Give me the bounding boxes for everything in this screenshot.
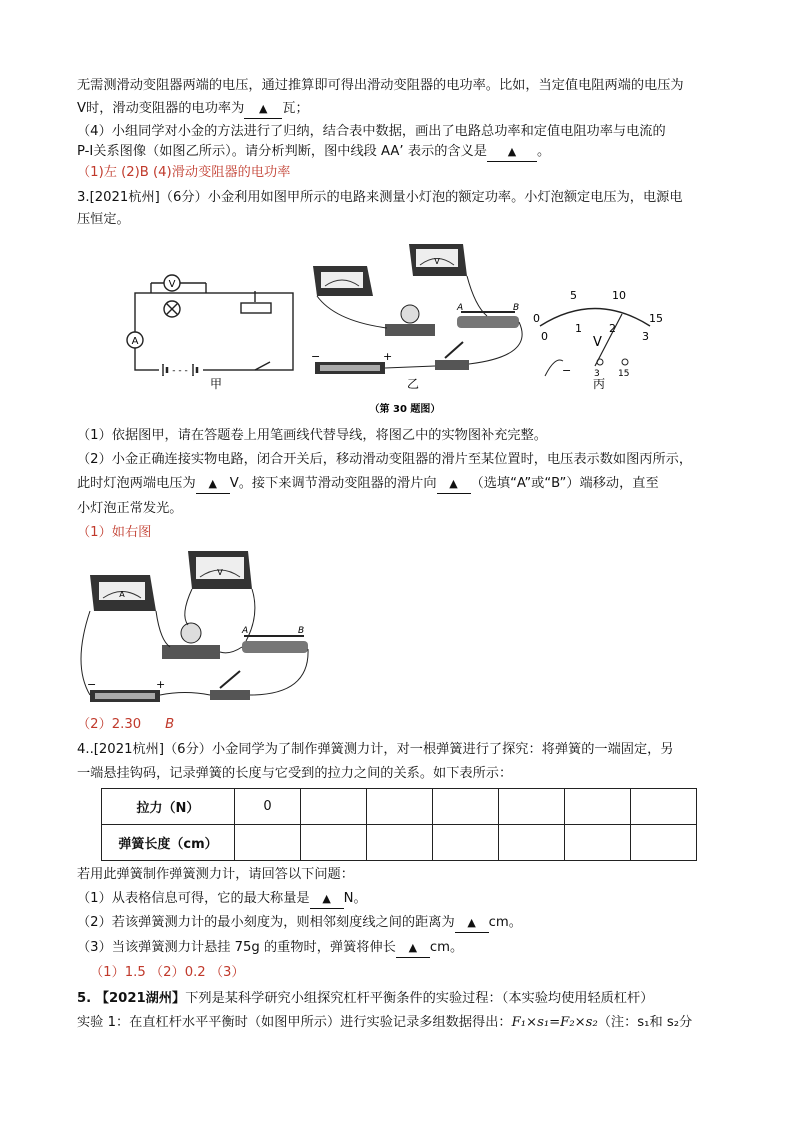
question-3-stem: 压恒定。 <box>77 212 130 227</box>
figure-label-jia: 甲 <box>210 377 223 391</box>
answer-blank: ▲ <box>455 914 489 933</box>
text-line: 无需测滑动变阻器两端的电压，通过推算即可得出滑动变阻器的电功率。比如，当定值电阻两端的电压为 <box>77 78 684 93</box>
svg-text:−: − <box>562 364 572 377</box>
voltmeter-symbol-label: V <box>168 279 176 290</box>
voltmeter-label: V <box>434 257 440 266</box>
svg-text:15: 15 <box>618 369 630 379</box>
question-4-stem: 一端悬挂钩码，记录弹簧的长度与它受到的拉力之间的关系。如下表所示： <box>77 766 513 781</box>
table-row <box>102 789 697 825</box>
svg-text:10: 10 <box>612 289 626 302</box>
svg-text:V: V <box>217 568 223 577</box>
answer-blank: ▲ <box>196 475 230 494</box>
svg-text:- - -: - - - <box>172 366 188 376</box>
figure-caption: （第 30 题图） <box>369 404 441 415</box>
circuit-diagram-jia <box>127 275 293 376</box>
figure-label-yi: 乙 <box>407 377 420 391</box>
question-5-stem: 5. 【2021湖州】下列是某科学研究小组探究杠杆平衡条件的实验过程：（本实验均使用轻质杠杆） <box>77 991 654 1006</box>
answer-blank: ▲ <box>396 939 430 958</box>
answer-blank: ▲ <box>244 100 282 119</box>
table-cell: 0 <box>235 789 301 825</box>
svg-text:0: 0 <box>533 312 540 325</box>
question-4-part-3: （3）当该弹簧测力计悬挂 75g 的重物时，弹簧将伸长 ▲ cm。 <box>77 939 463 958</box>
rheostat-end-b: B <box>513 303 520 313</box>
table-header-cell: 弹簧长度（cm） <box>102 825 235 861</box>
question-3-part-2: 小灯泡正常发光。 <box>77 501 183 516</box>
svg-text:0: 0 <box>541 330 548 343</box>
table-row <box>102 825 697 861</box>
svg-text:3: 3 <box>642 330 649 343</box>
answer-blank: ▲ <box>437 475 471 494</box>
question-3-part-2: 此时灯泡两端电压为 ▲ V。接下来调节滑动变阻器的滑片向 ▲ （选填“A”或“B”）端移动，直至 <box>77 475 659 494</box>
table-header-cell: 拉力（N） <box>102 789 235 825</box>
svg-text:1: 1 <box>575 322 582 335</box>
svg-text:3: 3 <box>594 369 600 379</box>
table-cell <box>235 825 301 861</box>
voltmeter-dial-bing <box>533 289 663 391</box>
svg-text:15: 15 <box>649 312 663 325</box>
svg-text:+: + <box>383 350 393 363</box>
answer-text: （1)左 (2)B (4)滑动变阻器的电功率 <box>77 165 291 180</box>
table-cell <box>565 825 631 861</box>
answer-blank: ▲ <box>310 890 344 909</box>
text-line: P-I关系图像（如图乙所示）。请分析判断，图中线段 AA’ 表示的含义是 ▲ 。 <box>77 143 550 162</box>
table-cell <box>565 789 631 825</box>
svg-text:−: − <box>87 678 97 691</box>
table-cell <box>433 789 499 825</box>
question-4-part-1: （1）从表格信息可得，它的最大称量是 ▲ N。 <box>77 890 367 909</box>
rheostat-end-a: A <box>457 303 464 313</box>
svg-text:2: 2 <box>609 322 616 335</box>
table-cell <box>301 789 367 825</box>
question-4-part-2: （2）若该弹簧测力计的最小刻度为，则相邻刻度线之间的距离为 ▲ cm。 <box>77 914 522 933</box>
question-3-part-2: （2）小金正确连接实物电路，闭合开关后，移动滑动变阻器的滑片至某位置时，电压表示数如图丙所示， <box>77 452 693 467</box>
question-3-figure <box>115 236 695 422</box>
question-3-stem: 3.[2021杭州]（6分）小金利用如图甲所示的电路来测量小灯泡的额定功率。小灯泡额定电压为，电源电 <box>77 190 683 205</box>
svg-text:V: V <box>593 335 602 350</box>
question-4-text: 若用此弹簧制作弹簧测力计，请回答以下问题： <box>77 867 354 882</box>
table-cell <box>367 825 433 861</box>
svg-text:A: A <box>119 590 125 599</box>
answer-text: （1）1.5 （2）0.2 （3） <box>90 965 245 980</box>
svg-text:+: + <box>156 678 166 691</box>
svg-text:A: A <box>242 626 249 636</box>
text-line: （4）小组同学对小金的方法进行了归纳，结合表中数据，画出了电路总功率和定值电阻功率与电流的 <box>77 124 666 139</box>
question-3-part-1: （1）依据图甲，请在答题卷上用笔画线代替导线，将图乙中的实物图补充完整。 <box>77 428 547 443</box>
ammeter-symbol-label: A <box>131 336 139 347</box>
answer-blank: ▲ <box>487 143 537 162</box>
table-cell <box>433 825 499 861</box>
answer-text: （1）如右图 <box>77 525 152 540</box>
table-cell <box>631 789 697 825</box>
text-line: V时，滑动变阻器的电功率为 ▲ 瓦； <box>77 100 309 119</box>
apparatus-yi <box>311 244 522 391</box>
question-4-stem: 4..[2021杭州]（6分）小金同学为了制作弹簧测力计，对一根弹簧进行了探究：将弹簧的一端固定，另 <box>77 742 674 757</box>
figure-label-bing: 丙 <box>593 377 606 391</box>
table-cell <box>499 789 565 825</box>
table-cell <box>367 789 433 825</box>
svg-text:B: B <box>298 626 305 636</box>
svg-text:−: − <box>311 350 321 363</box>
answer-text: （2）2.30 B <box>77 717 175 732</box>
svg-text:5: 5 <box>570 289 577 302</box>
table-cell <box>499 825 565 861</box>
table-cell <box>301 825 367 861</box>
table-cell <box>631 825 697 861</box>
spring-data-table <box>101 788 697 861</box>
answer-apparatus-figure <box>70 545 310 715</box>
question-5-text: 实验 1：在直杠杆水平平衡时（如图甲所示）进行实验记录多组数据得出：F₁×s₁=F₂×s₂（注：s₁和 s₂分 <box>77 1015 693 1030</box>
